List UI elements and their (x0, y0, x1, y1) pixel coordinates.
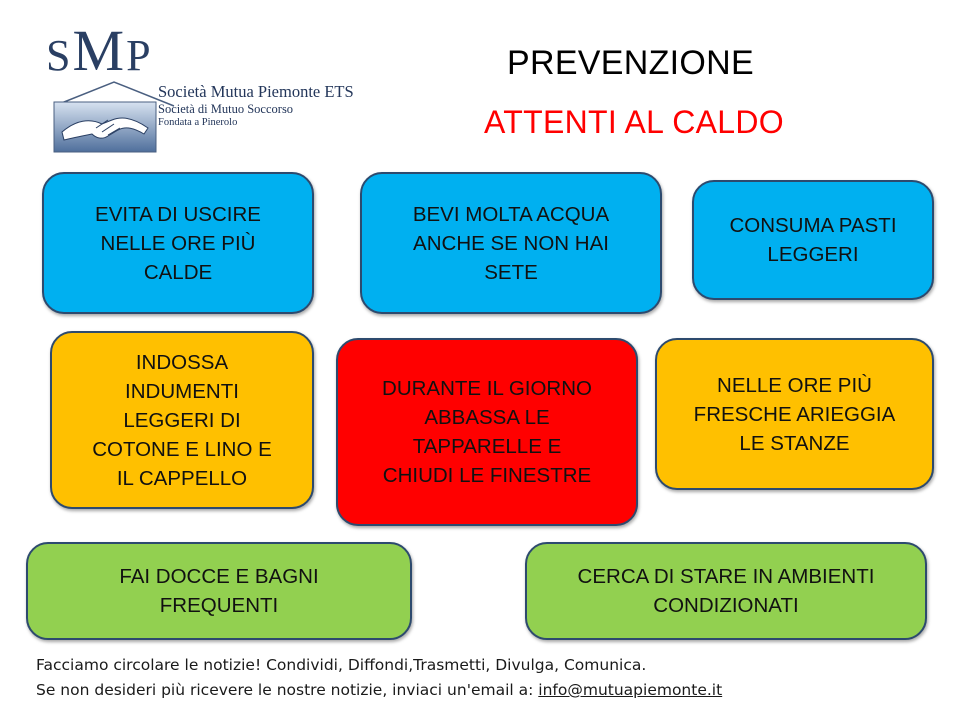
tip-text: EVITA DI USCIRE NELLE ORE PIÙ CALDE (95, 202, 261, 284)
tip-text: CERCA DI STARE IN AMBIENTI CONDIZIONATI (577, 565, 875, 617)
tip-text: DURANTE IL GIORNO ABBASSA LE TAPPARELLE E CHIUDI LE FINESTRE (382, 377, 592, 487)
logo-name: Società Mutua Piemonte ETS (158, 82, 354, 101)
logo-monogram: SMP (46, 18, 153, 83)
footer-share-line: Facciamo circolare le notizie! Condividi, Diffondi,Trasmetti, Divulga, Comunica. (36, 656, 647, 674)
tip-text: FAI DOCCE E BAGNI FREQUENTI (119, 565, 319, 617)
tip-drink-water (360, 172, 662, 314)
logo-subtitle: Società di Mutuo Soccorso (158, 102, 294, 116)
tip-air-conditioned (525, 542, 927, 640)
footer (36, 653, 722, 703)
tip-text: CONSUMA PASTI LEGGERI (729, 214, 897, 266)
page-title: PREVENZIONE (507, 44, 755, 82)
tip-text: BEVI MOLTA ACQUA ANCHE SE NON HAI SETE (412, 202, 610, 284)
tip-text: INDOSSA INDUMENTI LEGGERI DI COTONE E LINO E IL CAPPELLO (92, 350, 272, 490)
tip-air-rooms (655, 338, 934, 490)
tip-light-clothing (50, 331, 314, 509)
tip-avoid-going-out (42, 172, 314, 314)
tip-close-shutters (336, 338, 638, 526)
footer-email-link[interactable]: info@mutuapiemonte.it (538, 681, 723, 699)
tip-showers (26, 542, 412, 640)
footer-unsubscribe-line: Se non desideri più ricevere le nostre notizie, inviaci un'email a: info@mutuapiemonte.it (36, 681, 723, 699)
smp-logo (34, 18, 394, 140)
logo-founded: Fondata a Pinerolo (158, 117, 238, 128)
tip-text: NELLE ORE PIÙ FRESCHE ARIEGGIA LE STANZE (693, 373, 896, 455)
page-subtitle: ATTENTI AL CALDO (484, 104, 784, 140)
tip-light-meals (692, 180, 934, 300)
